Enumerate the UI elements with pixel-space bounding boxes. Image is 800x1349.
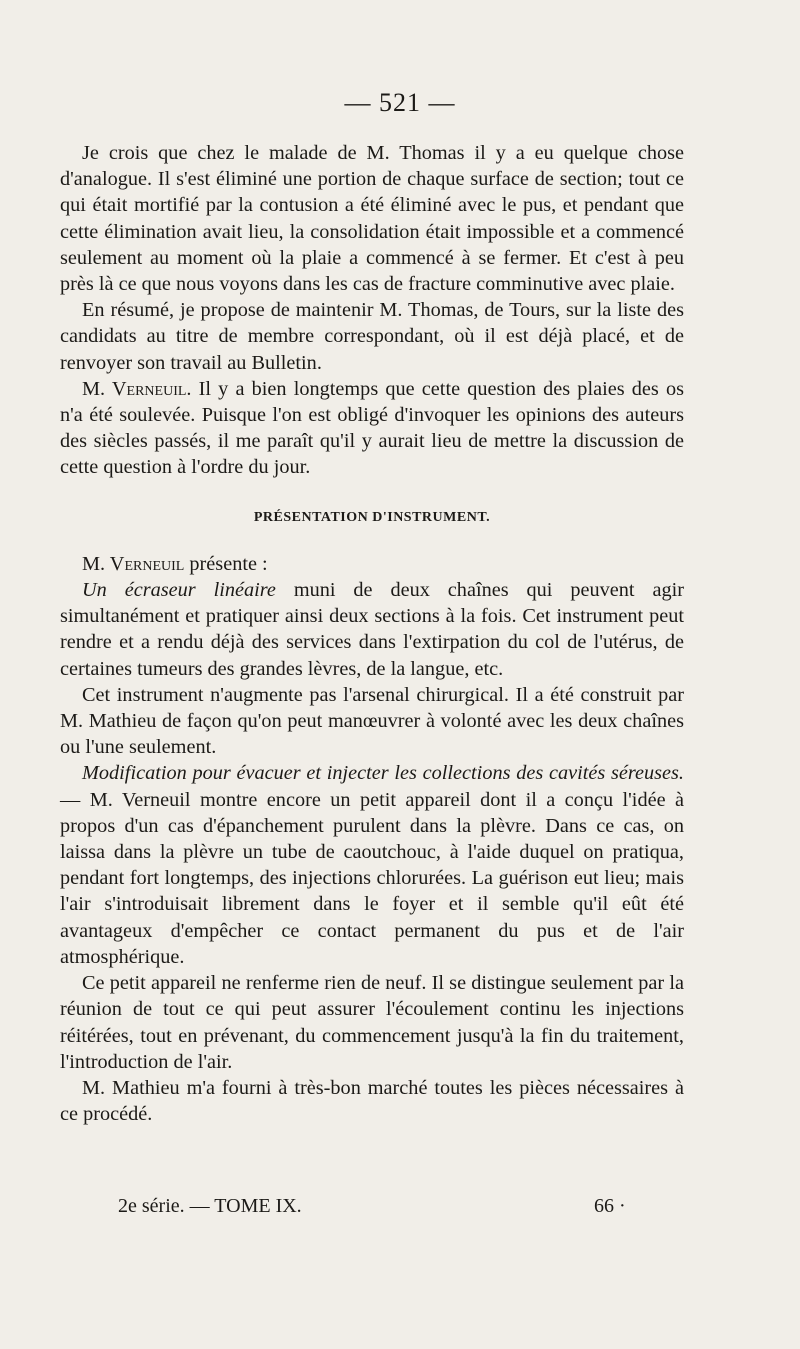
paragraph-verneuil-discussion: [60, 376, 684, 481]
paragraph-modification: [60, 760, 684, 970]
paragraph-arsenal: Cet instrument n'augmente pas l'arsenal chirurgical. Il a été construit par M. Mathieu de façon qu'on peut manœuvrer à volonté avec les deux chaînes ou l'une seulement.: [60, 683, 684, 759]
paragraph-thomas-case: Je crois que chez le malade de M. Thomas il y a eu quelque chose d'analogue. Il s'est éliminé une portion de chaque surface de section; tout ce qui était mortifié par la contusion a été éliminé avec le pus, et pendant que cette élimination avait lieu, la consolidation était impossible et a commencé seulement au moment où la plaie a commencé à se fermer. Et c'est à peu près là ce que nous voyons dans les cas de fracture comminutive avec plaie.: [60, 142, 684, 296]
modification-text: — M. Verneuil montre encore un petit appareil dont il a conçu l'idée à propos d'un cas d'épanchement purulent dans la plèvre. Dans ce cas, on laissa dans la plèvre un tube de caoutchouc, à l'aide duquel on pratiqua, pendant fort longtemps, des injections chlorurées. La guérison eut lieu; mais l'air s'introduisait librement dans le foyer et il semble qu'il eût été avantageux d'empêcher ce contact permanent du pus et de l'air atmosphérique.: [60, 788, 684, 968]
speaker-name: M. Verneuil: [82, 552, 185, 575]
speaker-name: M. Verneuil.: [82, 377, 192, 400]
instrument-name: Un écraseur linéaire: [82, 579, 276, 602]
series-label: 2e série. — TOME IX.: [118, 1195, 302, 1217]
paragraph-presentation-intro: [60, 551, 684, 577]
instrument-description: muni de deux chaînes qui peuvent agir simultanément et pratiquer ainsi deux sections à la fois. Cet instrument peut rendre et a rendu déjà des services dans l'extirpation du col de l'utérus, de certaines tumeurs des grandes lèvres, de la langue, etc.: [60, 579, 684, 680]
paragraph-mathieu: M. Mathieu m'a fourni à très-bon marché toutes les pièces nécessaires à ce procédé.: [60, 1076, 684, 1126]
page-body: [60, 140, 684, 1127]
signature-number: 66 ·: [594, 1195, 626, 1217]
paragraph-instrument: [60, 577, 684, 682]
page-number: — 521 —: [344, 88, 456, 117]
paragraph-appareil: Ce petit appareil ne renferme rien de neuf. Il se distingue seulement par la réunion de tout ce qui peut assurer l'écoulement continu les injections réitérées, tout en prévenant, du commencement jusqu'à la fin du traitement, l'introduction de l'air.: [60, 972, 684, 1073]
intro-text: présente :: [184, 552, 268, 575]
paragraph-resume: En résumé, je propose de maintenir M. Thomas, de Tours, sur la liste des candidats au titre de membre correspondant, où il est déjà placé, et de renvoyer son travail au Bulletin.: [60, 299, 684, 374]
discussion-text: Il y a bien longtemps que cette question des plaies des os n'a été soulevée. Puisque l'on est obligé d'invoquer les opinions des auteurs des siècles passés, il me paraît qu'il y aurait lieu de mettre la discussion de cette question à l'ordre du jour.: [60, 377, 684, 479]
section-heading: PRÉSENTATION D'INSTRUMENT.: [253, 509, 491, 525]
modification-title: Modification pour évacuer et injecter les collections des cavités séreuses.: [82, 762, 684, 785]
